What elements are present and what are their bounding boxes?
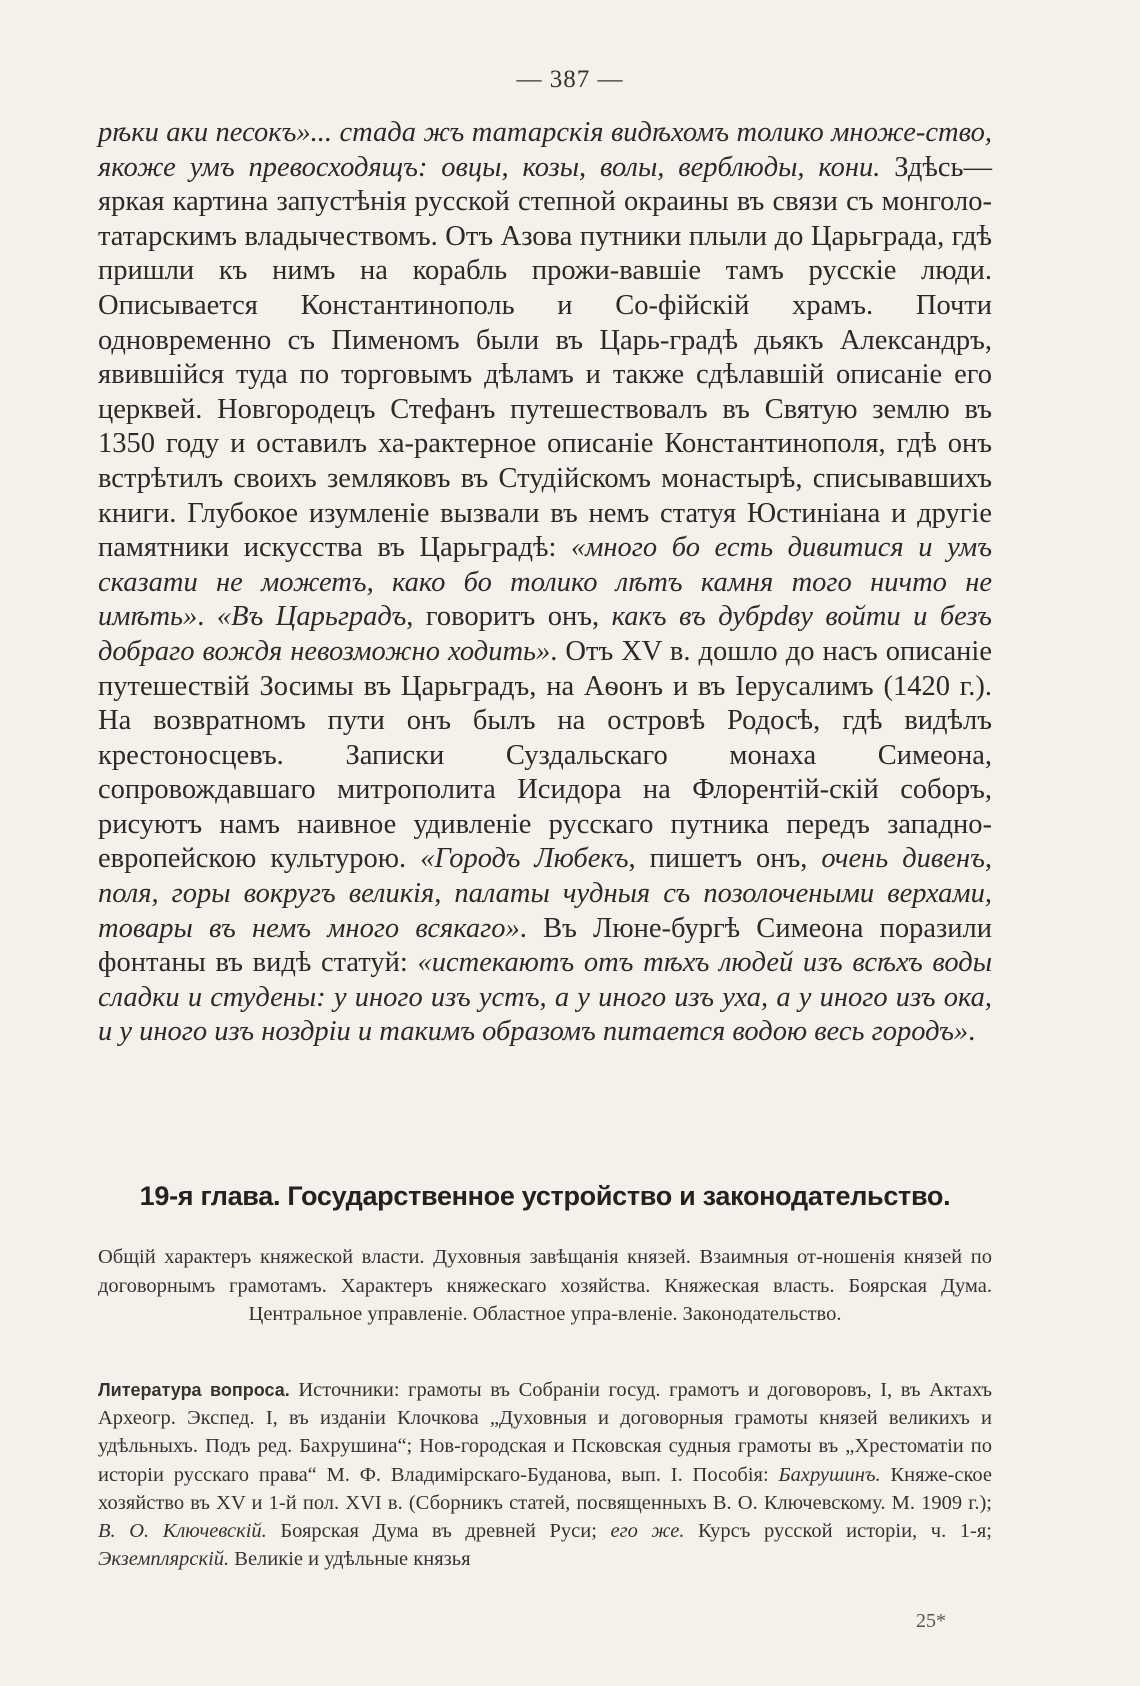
main-text-italic-run: рѣки аки песокъ»... стада жъ татарскія видѣхомъ толико множе-ство, якоже умъ превосходящъ: овцы, козы, волы, верблюды, кони. xyxy=(98,117,992,183)
literature-italic-run: Экземплярскій. xyxy=(98,1548,230,1571)
literature-run: Великіе и удѣльные князья xyxy=(229,1548,471,1571)
main-text-italic-run: «Въ Царьградъ xyxy=(216,601,407,633)
main-text-run: Здѣсь—яркая картина запустѣнія русской степной окраины въ связи съ монголо-татарскимъ владычествомъ. Отъ Азова путники плыли до Царьграда, гдѣ пришли къ нимъ на корабль прожи-вавшіе тамъ русскіе люди. Описывается Константинополь и Со-фійскій храмъ. Почти одновременно съ Пименомъ были въ Царь-градѣ дьякъ Александръ, явившійся туда по торговымъ дѣламъ и также сдѣлавшій описаніе его церквей. Новгородецъ Стефанъ путешествовалъ въ Святую землю въ 1350 году и оставилъ ха-рактерное описаніе Константинополя, гдѣ онъ встрѣтилъ своихъ земляковъ въ Студійскомъ монастырѣ, списывавшихъ книги. Глубокое изумленіе вызвали въ немъ статуя Юстиніана и другіе памятники искусства въ Царьградѣ: xyxy=(98,151,992,564)
signature-mark: 25* xyxy=(916,1610,946,1632)
literature-italic-run: Бахрушинъ. xyxy=(778,1463,881,1486)
main-text-italic-run: «истекаютъ отъ тѣхъ людей изъ всѣхъ воды сладки и студены: у иного изъ устъ, а у иного изъ уха, а у иного изъ ока, и у иного изъ ноздріи и такимъ образомъ питается водою весь городъ» xyxy=(98,947,992,1048)
main-text-run: , говоритъ онъ, xyxy=(406,601,612,633)
chapter-title: 19-я глава. Государственное устройство и законодательство. xyxy=(139,1181,951,1211)
main-text-italic-run: какъ въ дубрdву войти и безъ добраго вождя невозможно ходить» xyxy=(98,601,992,667)
literature-italic-run: его же. xyxy=(610,1520,685,1543)
literature-run: Княже-ское хозяйство въ XV и 1-й пол. XVI в. (Сборникъ статей, посвященныхъ В. О. Ключевскому. М. 1909 г.); xyxy=(98,1463,992,1514)
main-text-italic-run: «много бо есть дивитися и умъ сказати не можетъ, како бо толико лѣтъ камня того ничто не имѣть» xyxy=(98,532,992,633)
literature-body xyxy=(98,1379,992,1570)
main-text-run: , пишетъ онъ, xyxy=(628,843,822,875)
page-number: — 387 — xyxy=(516,66,624,93)
literature-label: Литература вопроса. xyxy=(98,1380,290,1400)
main-text-run: . xyxy=(968,1016,976,1048)
main-text-run: . Въ Люне-бургѣ Симеона поразили фонтаны въ видѣ статуй: xyxy=(98,912,992,979)
literature-section xyxy=(98,1376,992,1573)
literature-run: Курсъ русской исторіи, ч. 1-я; xyxy=(684,1520,992,1543)
main-text-italic-run: очень дивенъ, поля, горы вокругъ великія, палаты чудныя съ позолочеными верхами, товары въ немъ много всякаго» xyxy=(98,843,992,944)
literature-run: Источники: грамоты въ Собраніи госуд. грамотъ и договоровъ, I, въ Актахъ Археогр. Экспед. I, въ изданіи Клочкова „Духовныя и договорныя грамоты князей великихъ и удѣльныхъ. Подъ ред. Бахрушина“; Нов-городская и Псковская судныя грамоты въ „Хрестоматіи по исторіи русскаго права“ М. Ф. Владимірскаго-Буданова, вып. I. Пособія: xyxy=(98,1379,992,1486)
chapter-summary: Общій характеръ княжеской власти. Духовныя завѣщанія князей. Взаимныя от-ношенія князей по договорнымъ грамотамъ. Характеръ княжескаго хозяйства. Княжеская власть. Боярская Дума. Центральное управленіе. Областное упра-вленіе. Законодательство. xyxy=(98,1246,992,1325)
main-text xyxy=(98,116,992,1050)
literature-italic-run: В. О. Ключевскій. xyxy=(98,1520,267,1543)
main-text-run: . xyxy=(197,601,217,633)
main-text-run: . Отъ XV в. дошло до насъ описаніе путешествій Зосимы въ Царьградъ, на Аѳонъ и въ Іерусалимъ (1420 г.). На возвратномъ пути онъ былъ на островѣ Родосѣ, гдѣ видѣлъ крестоносцевъ. Записки Суздальскаго монаха Симеона, сопровождавшаго митрополита Исидора на Флорентій-скій соборъ, рисуютъ намъ наивное удивленіе русскаго путника передъ западно-европейскою культурою. xyxy=(98,635,992,875)
main-text-italic-run: «Городъ Любекъ xyxy=(420,843,629,875)
literature-run: Боярская Дума въ древней Руси; xyxy=(266,1520,611,1543)
